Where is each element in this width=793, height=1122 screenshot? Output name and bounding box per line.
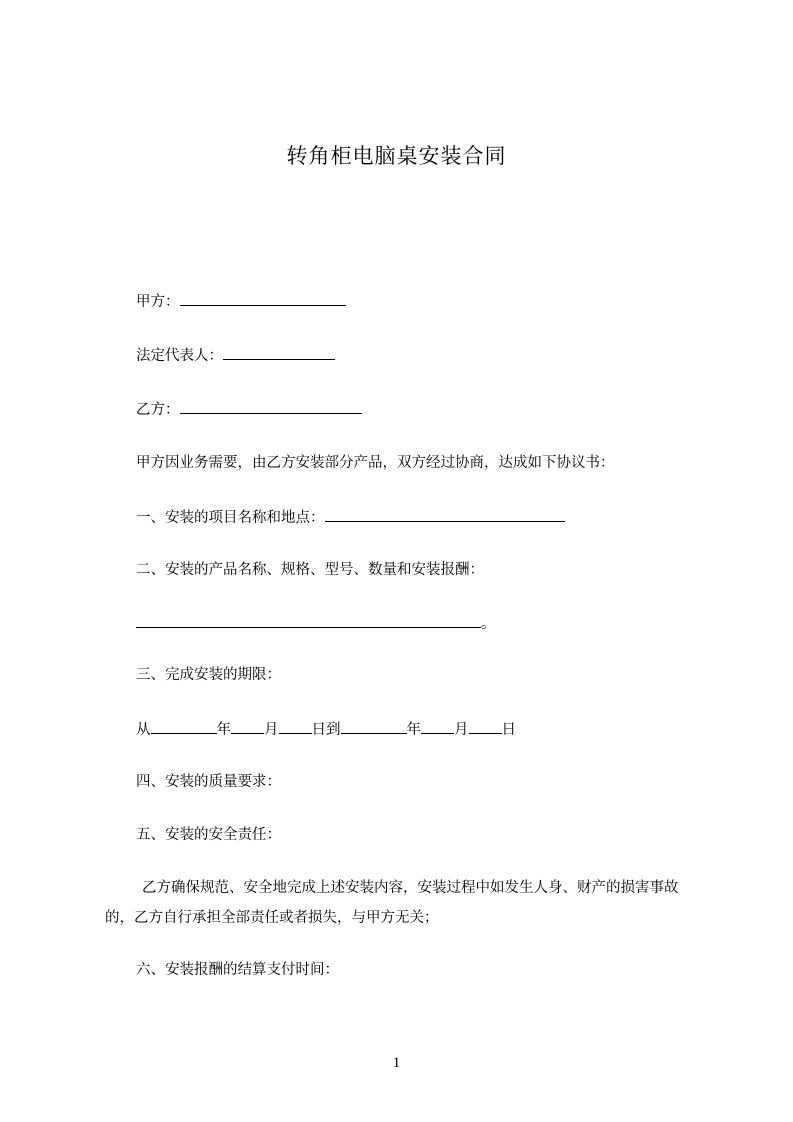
clause-5-label: 五、安装的安全责任： — [136, 827, 281, 843]
day-to-label: 日到 — [311, 722, 341, 738]
clause-3-label: 三、完成安装的期限： — [136, 667, 281, 683]
legal-rep-line — [136, 345, 335, 366]
clause-5-paragraph — [105, 873, 705, 933]
end-day-label: 日 — [501, 722, 516, 738]
date-from-label: 从 — [136, 722, 151, 738]
start-year-label: 年 — [216, 722, 231, 738]
end-month-blank[interactable] — [421, 719, 454, 734]
clause-2-period: 。 — [481, 616, 496, 632]
document-title: 转角柜电脑桌安装合同 — [286, 144, 507, 168]
start-month-blank[interactable] — [231, 719, 264, 734]
clause-1-line — [136, 507, 565, 528]
clause-2-label: 二、安装的产品名称、规格、型号、数量和安装报酬： — [136, 562, 484, 578]
clause-2-blank[interactable] — [136, 613, 481, 628]
clause-4-label: 四、安装的质量要求： — [136, 774, 281, 790]
page-number: 1 — [392, 1055, 401, 1071]
start-month-label: 月 — [264, 722, 279, 738]
legal-rep-blank[interactable] — [223, 345, 335, 360]
intro-paragraph: 甲方因业务需要，由乙方安装部分产品，双方经过协商，达成如下协议书： — [136, 455, 615, 471]
clause-1-label: 一、安装的项目名称和地点： — [136, 510, 325, 526]
party-a-line — [136, 291, 346, 312]
date-range-line — [136, 719, 516, 740]
party-b-line — [136, 399, 362, 420]
clause-5-text: 乙方确保规范、安全地完成上述安装内容，安装过程中如发生人身、财产的损害事故的，乙方自行承担全部责任或者损失，与甲方无关； — [105, 880, 679, 926]
end-year-label: 年 — [406, 722, 421, 738]
end-year-blank[interactable] — [341, 719, 407, 734]
clause-2-fill-line — [136, 613, 496, 634]
end-month-label: 月 — [454, 722, 469, 738]
start-day-blank[interactable] — [279, 719, 312, 734]
clause-6-label: 六、安装报酬的结算支付时间： — [136, 962, 339, 978]
legal-rep-label: 法定代表人： — [136, 348, 223, 364]
party-a-label: 甲方： — [136, 294, 180, 310]
clause-1-blank[interactable] — [325, 507, 565, 522]
party-a-blank[interactable] — [180, 291, 346, 306]
start-year-blank[interactable] — [151, 719, 217, 734]
party-b-label: 乙方： — [136, 402, 180, 418]
end-day-blank[interactable] — [469, 719, 502, 734]
party-b-blank[interactable] — [180, 399, 362, 414]
